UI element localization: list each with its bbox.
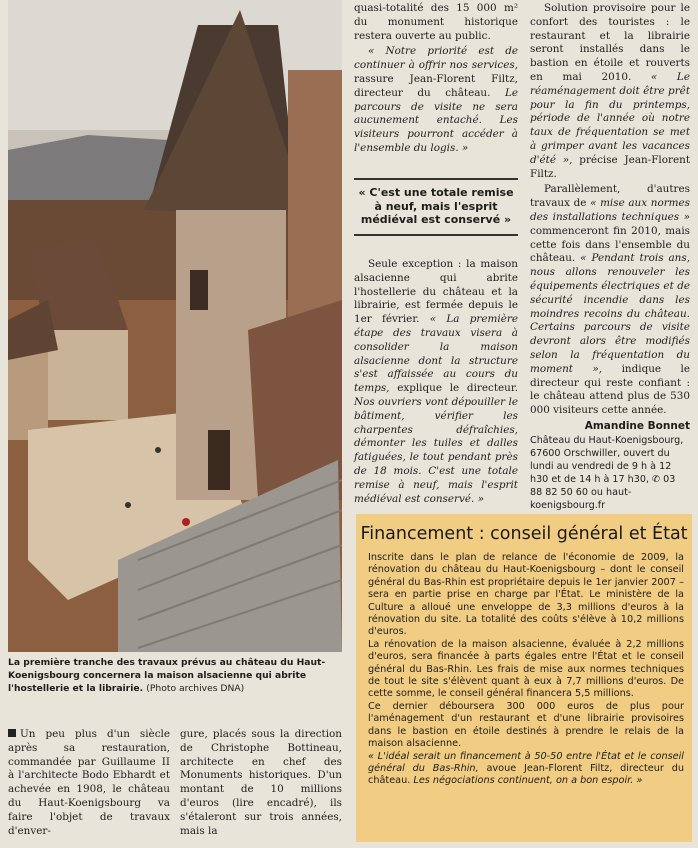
financing-paragraph-2: La rénovation de la maison alsacienne, évaluée à 2,2 millions d'euros, sera financée à parts égales entre l'État et le conseil général du Bas-Rhin. Les frais de mise aux normes techniques de tout le site s'élèvent quant à eux à 7,7 millions d'euros. De cette somme, le conseil général financera 5,5 millions. xyxy=(368,638,684,700)
col3-quote-3: « La première étape des travaux visera à consolider la maison alsacienne dont la structure s'est affaissée au cours du temps, xyxy=(354,313,518,395)
financing-paragraph-3: Ce dernier déboursera 300 000 euros de plus pour l'aménagement d'un restaurant et d'une librairie provisoires dans le bastion en étoile destinés à prendre le relais de la maison alsacienne. xyxy=(368,700,684,750)
col3-exception-text: Seule exception : la maison alsacienne qui abrite l'hostellerie du château et la librairie, est fermée depuis le 1er février. xyxy=(354,258,518,326)
col3-attribution-2: explique le directeur. xyxy=(397,382,518,395)
article-column-3b xyxy=(354,258,518,508)
visitor-info: Château du Haut-Koenigsbourg, 67600 Orschwiller, ouvert du lundi au vendredi de 9 h à 12 h30 et de 14 h à 17 h30, ✆ 03 88 82 50 60 ou haut-koenigsbourg.fr xyxy=(530,435,684,511)
photo-caption xyxy=(8,656,342,696)
financing-quote-2: Les négociations continuent, on a bon espoir. » xyxy=(413,775,643,787)
col4-solution-text: Solution provisoire pour le confort des touristes : le restaurant et la librairie seront installés dans le bastion en étoile et rouverts en mai 2010. xyxy=(530,2,690,83)
col3-paragraph-1: quasi-totalité des 15 000 m² du monument historique restera ouverte au public. xyxy=(354,2,518,42)
caption-text: La première tranche des travaux prévus au château du Haut-Koenigsbourg concernera la maison alsacienne qui abrite l'hostellerie et la librairie. xyxy=(8,657,326,694)
financing-title: Financement : conseil général et État xyxy=(360,524,688,544)
col3-quote-4: Nos ouvriers vont dépouiller le bâtiment, vérifier les charpentes défraîchies, démonter les tuiles et dalles fatiguées, le tout pendant près de 18 mois. C'est une totale remise à neuf, mais l'esprit médiéval est conservé. » xyxy=(354,395,518,505)
pull-quote: « C'est une totale remise à neuf, mais l'esprit médiéval est conservé » xyxy=(354,178,518,236)
financing-paragraph-4 xyxy=(368,751,684,788)
col4-quote-1: « Le réaménagement doit être prêt pour la fin du printemps, période de l'année où notre taux de fréquentation se met à grimper avant les vacances d'été », xyxy=(530,70,690,166)
col3-paragraph-2 xyxy=(354,45,518,155)
col3-quote-2: Le parcours de visite ne sera aucunement entaché. Les visiteurs pourront accéder à l'ensemble du logis. » xyxy=(354,86,518,154)
financing-text xyxy=(356,544,692,788)
col3-attribution-1: rassure Jean-Florent Filtz, directeur du château. xyxy=(354,72,518,99)
castle-photo xyxy=(8,0,342,652)
article-col2-text: gure, placés sous la direction de Christophe Bottineau, architecte en chef des Monuments historiques. D'un montant de 10 millions d'euros (lire encadré), ils s'étaleront sur trois années, mais la xyxy=(180,728,342,837)
col4-attribution-2: indique le directeur qui reste confiant : le château attend plus de 530 000 visiteurs cette année. xyxy=(530,362,690,417)
article-column-3 xyxy=(354,2,518,158)
col4-works-text-2: commenceront fin 2010, mais cette fois dans l'ensemble du château. xyxy=(530,224,690,265)
col4-paragraph-1 xyxy=(530,2,690,181)
col4-quote-3: « Pendant trois ans, nous allons renouveler les équipements électriques et de sécurité incendie dans les moindres recoins du château. Certains parcours de visite devront alors être modifiés selon la fréquentation du moment », xyxy=(530,252,690,375)
col4-quote-2: « mise aux normes des installations techniques » xyxy=(530,197,691,223)
financing-paragraph-1: Inscrite dans le plan de relance de l'économie de 2009, la rénovation du château du Haut-Koenigsbourg – dont le conseil général du Bas-Rhin est propriétaire depuis le 1er janvier 2007 – sera en partie prise en charge par l'État. Le ministère de la Culture a alloué une enveloppe de 3,3 millions d'euros à la rénovation du site. La totalité des coûts s'élève à 10,2 millions d'euros. xyxy=(368,552,684,638)
financing-attribution: avoue Jean-Florent Filtz, directeur du château. xyxy=(368,762,684,787)
author-signature: Amandine Bonnet xyxy=(584,419,690,432)
col3-paragraph-3 xyxy=(354,258,518,506)
article-column-4 xyxy=(530,2,690,434)
col3-quote-1: « Notre priorité est de continuer à offrir nos services, xyxy=(354,45,518,72)
financing-quote-1: « L'idéal serait un financement à 50-50 entre l'État et le conseil général du Bas-Rhin, xyxy=(368,750,684,774)
financing-box xyxy=(356,514,692,842)
article-column-1 xyxy=(8,728,170,840)
castle-illustration xyxy=(8,0,342,652)
bullet-square-icon xyxy=(8,729,16,737)
col4-works-text: Parallèlement, d'autres travaux de xyxy=(530,183,690,210)
col4-paragraph-2 xyxy=(530,183,690,418)
article-lead-text: Un peu plus d'un siècle après sa restauration, commandée par Guillaume II à l'architecte Bodo Ebhardt et achevée en 1908, le château du Haut-Koenigsbourg va faire l'objet de travaux d'enver- xyxy=(8,728,170,837)
article-column-2 xyxy=(180,728,342,840)
col4-attribution-1: précise Jean-Florent Filtz. xyxy=(530,153,690,180)
caption-credit: (Photo archives DNA) xyxy=(146,683,245,694)
